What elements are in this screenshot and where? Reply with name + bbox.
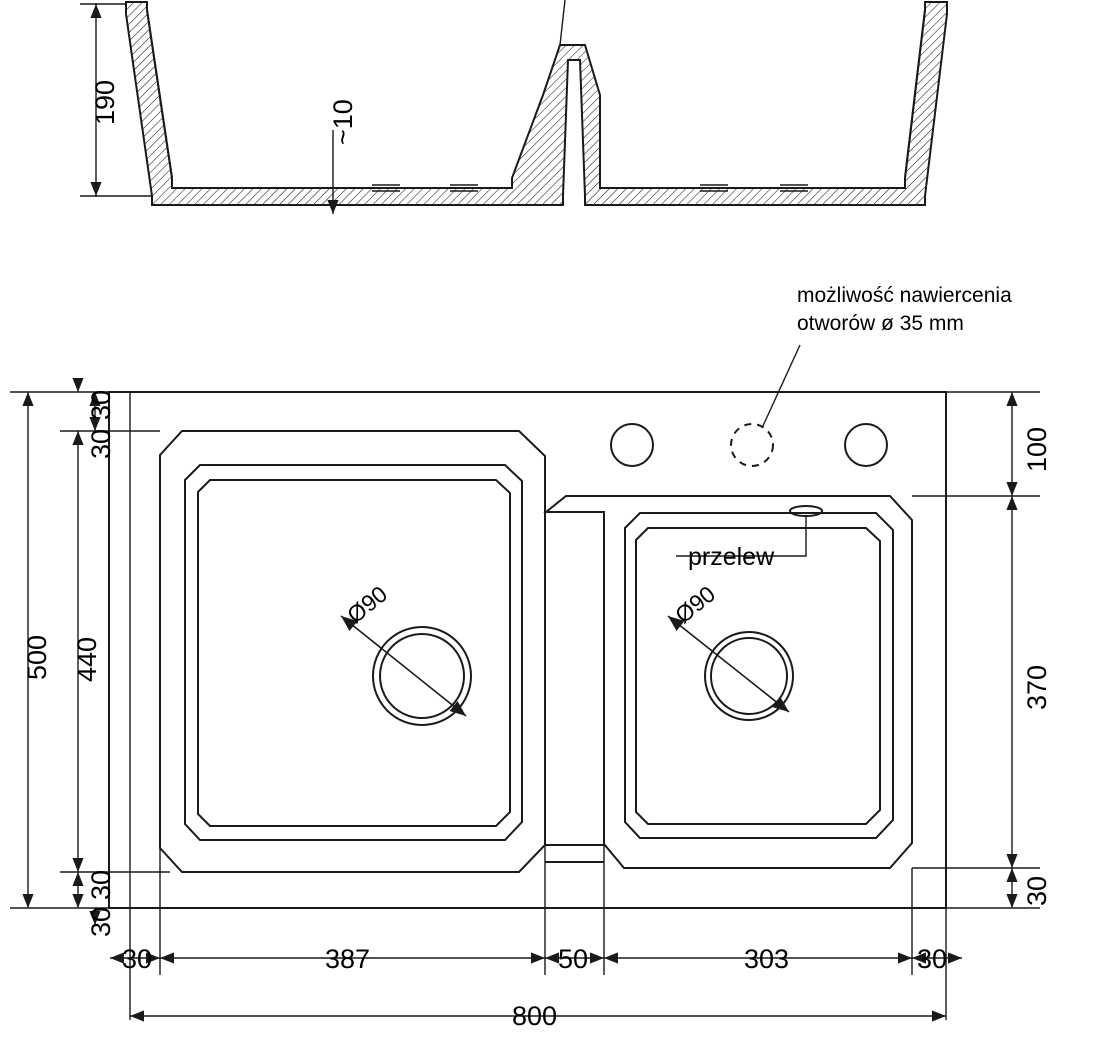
dim-section-height: 190 (90, 79, 120, 125)
top-view (109, 345, 946, 908)
drill-annotation-line2: otworów ø 35 mm (797, 312, 964, 335)
dim-top-margin-2: 30 (86, 428, 116, 459)
dim-bottom-margin-right: 30 (1022, 875, 1052, 906)
section-view (126, 0, 947, 205)
drain-right-label: Ø90 (670, 580, 721, 629)
dim-right-bowl: 303 (744, 944, 790, 974)
dim-middle: 50 (558, 944, 589, 974)
drill-annotation-line1: możliwość nawiercenia (797, 284, 1012, 307)
overflow-label: przelew (688, 543, 775, 571)
dim-right-margin: 30 (917, 944, 948, 974)
dim-section-thickness: ~10 (328, 99, 358, 145)
dim-top-margin: 30 (86, 389, 116, 420)
dim-bottom-margin-2: 30 (86, 906, 116, 937)
dim-total-height: 500 (22, 634, 52, 680)
dim-total-width: 800 (512, 1001, 558, 1031)
dim-left-margin: 30 (122, 944, 153, 974)
dim-left-bowl: 387 (325, 944, 371, 974)
dim-bowl-height-right: 370 (1022, 664, 1052, 710)
top-view-dimensions (10, 378, 1040, 1020)
drain-left-label: Ø90 (342, 580, 393, 629)
dim-bowl-height-left: 440 (72, 636, 102, 682)
dim-bottom-margin: 30 (86, 869, 116, 900)
dim-top-offset-right: 100 (1022, 426, 1052, 472)
